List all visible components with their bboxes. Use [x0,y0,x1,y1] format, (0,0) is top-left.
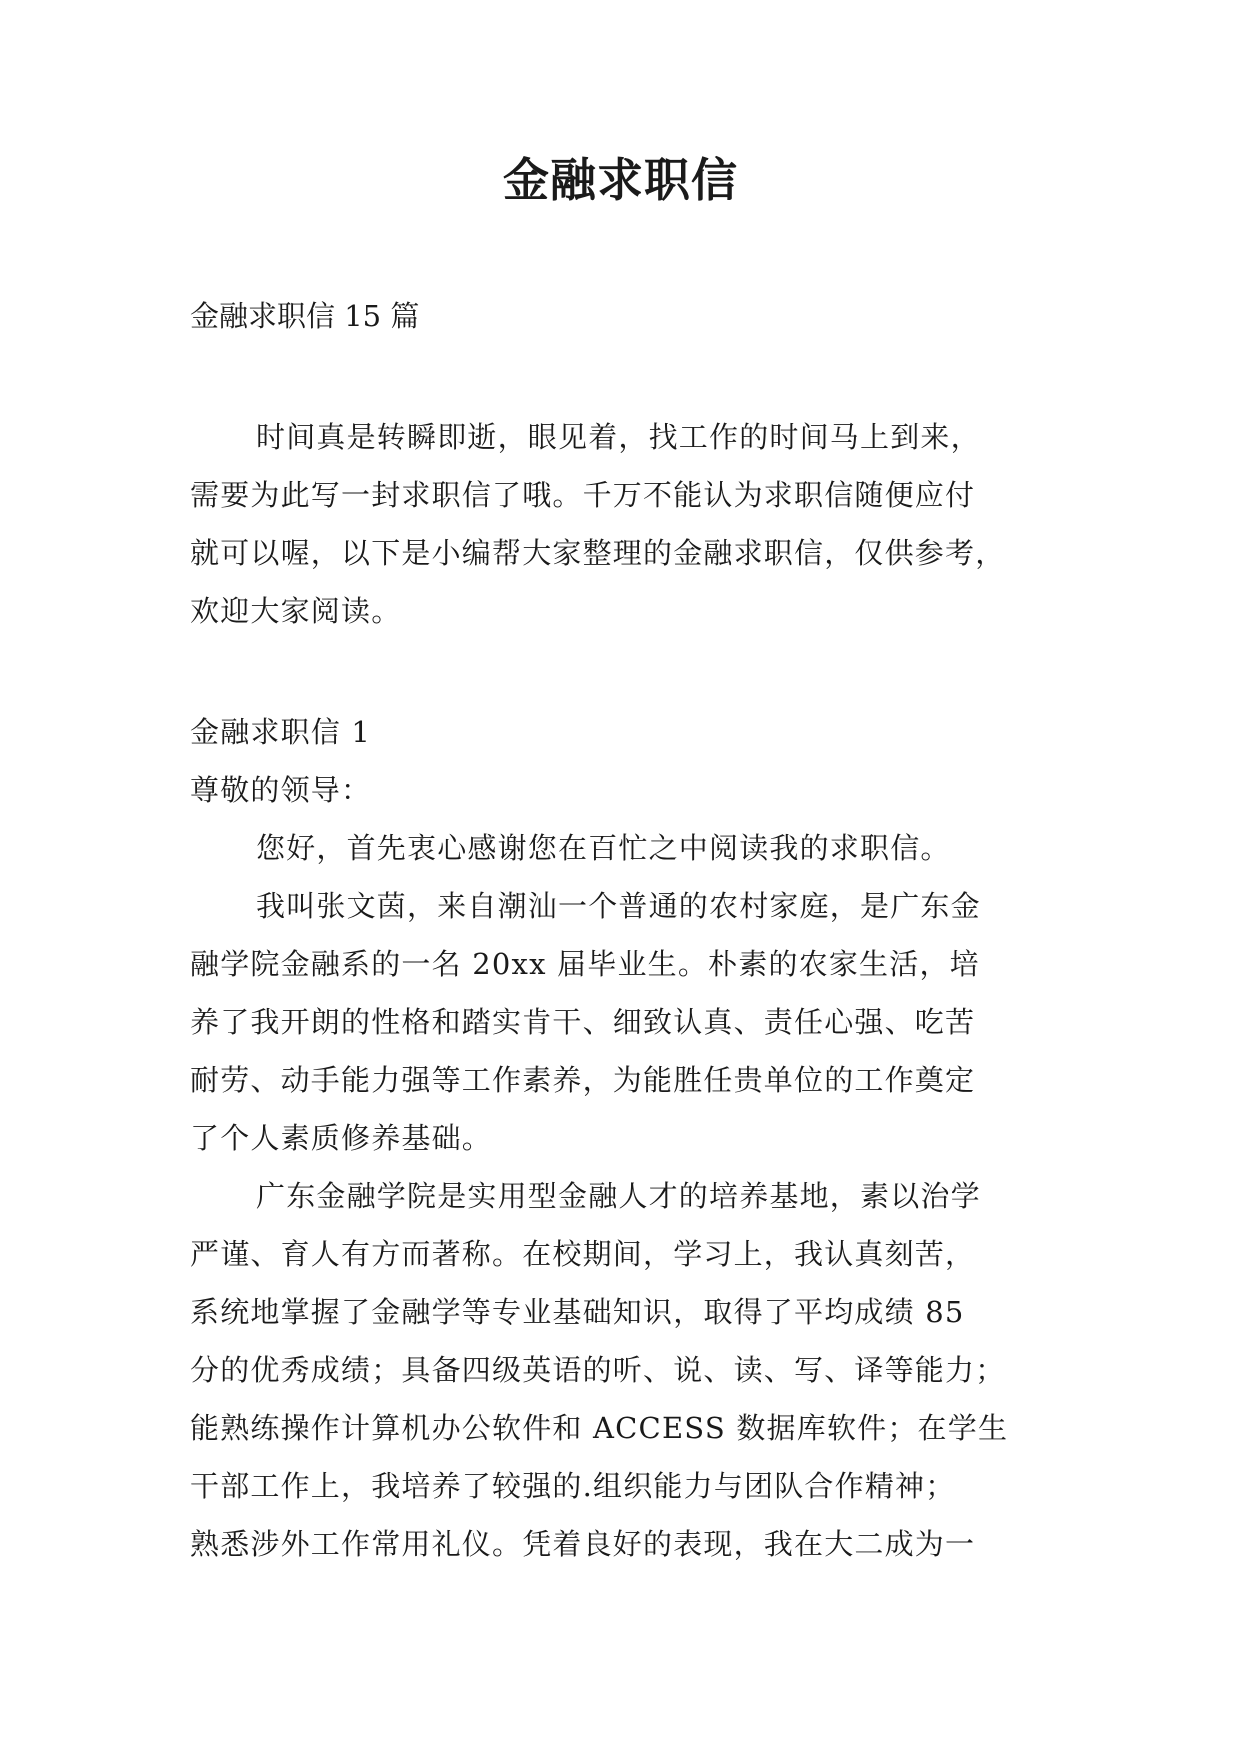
document-title: 金融求职信 [503,153,738,207]
paragraph-line: 耐劳、动手能力强等工作素养，为能胜任贵单位的工作奠定 [190,1063,976,1097]
paragraph-line: 我叫张文茵，来自潮汕一个普通的农村家庭，是广东金 [256,889,981,923]
paragraph-line: 能熟练操作计算机办公软件和 ACCESS 数据库软件；在学生 [190,1411,1009,1445]
paragraph-line: 广东金融学院是实用型金融人才的培养基地，素以治学 [256,1179,981,1213]
letter-section [190,703,1070,1573]
paragraph-line: 分的优秀成绩；具备四级英语的听、说、读、写、译等能力； [190,1353,1006,1387]
paragraph-line: 养了我开朗的性格和踏实肯干、细致认真、责任心强、吃苦 [190,1005,976,1039]
intro-paragraph [190,408,1070,640]
letter-paragraph [190,877,1070,1167]
paragraph-line: 需要为此写一封求职信了哦。千万不能认为求职信随便应付 [190,478,976,512]
letter-paragraph [190,819,1070,877]
paragraph-line: 您好，首先衷心感谢您在百忙之中阅读我的求职信。 [256,831,951,865]
paragraph-line: 欢迎大家阅读。 [190,594,402,628]
letter-heading: 金融求职信 1 [190,715,372,749]
letter-paragraph [190,1167,1070,1573]
paragraph-line: 融学院金融系的一名 20xx 届毕业生。朴素的农家生活，培 [190,947,980,981]
paragraph-line: 了个人素质修养基础。 [190,1121,493,1155]
paragraph-line: 就可以喔，以下是小编帮大家整理的金融求职信，仅供参考， [190,536,1006,570]
paragraph-line: 严谨、育人有方而著称。在校期间，学习上，我认真刻苦， [190,1237,976,1271]
letter-salutation: 尊敬的领导： [190,773,372,807]
paragraph-line: 干部工作上，我培养了较强的.组织能力与团队合作精神； [190,1469,956,1503]
paragraph-line: 系统地掌握了金融学等专业基础知识，取得了平均成绩 85 [190,1295,965,1329]
paragraph-line: 熟悉涉外工作常用礼仪。凭着良好的表现，我在大二成为一 [190,1527,976,1561]
paragraph-line: 时间真是转瞬即逝，眼见着，找工作的时间马上到来， [256,420,981,454]
document-subtitle: 金融求职信 15 篇 [190,299,420,333]
